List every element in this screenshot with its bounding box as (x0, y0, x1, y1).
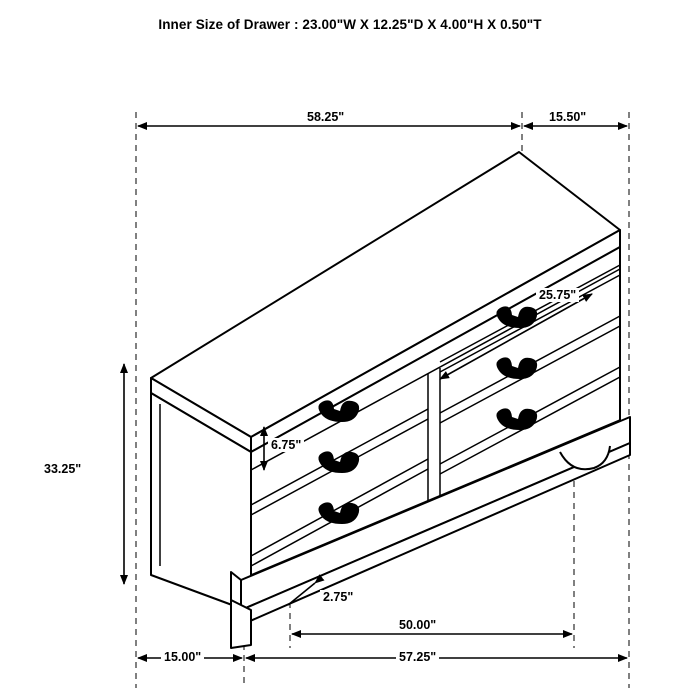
dim-label-bottom-width: 57.25" (396, 650, 439, 664)
dim-label-overall-height: 33.25" (41, 462, 84, 476)
dim-label-drawer-diagonal: 25.75" (536, 288, 579, 302)
dim-label-top-right-depth: 15.50" (546, 110, 589, 124)
dim-label-top-width: 58.25" (304, 110, 347, 124)
dim-label-drawer-height: 6.75" (268, 438, 304, 452)
page-title: Inner Size of Drawer : 23.00"W X 12.25"D X 4.00"H X 0.50"T (158, 17, 542, 32)
dresser-illustration (151, 152, 630, 648)
dim-label-base-side-depth: 15.00" (161, 650, 204, 664)
dim-label-inner-width: 50.00" (396, 618, 439, 632)
dim-label-base-height: 2.75" (320, 590, 356, 604)
